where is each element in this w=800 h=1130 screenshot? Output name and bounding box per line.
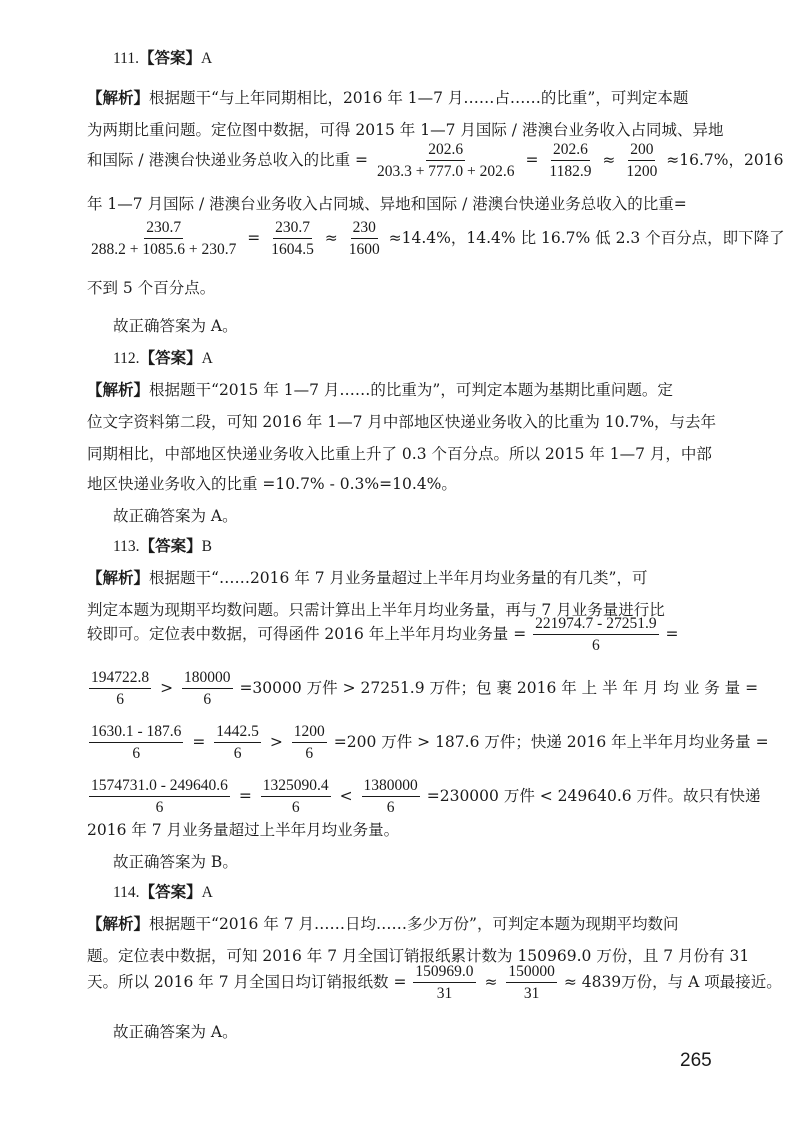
denominator: 31 <box>523 985 540 1003</box>
text: 位文字资料第二段，可知 2016 年 1—7 月中部地区快递业务收入的比重为 10.7%，与去年 <box>87 413 717 431</box>
answer-value: A <box>201 50 213 67</box>
q114-formula-line-1 <box>87 962 782 1004</box>
answer-label: 【答案】 <box>139 536 202 555</box>
text: ≈14.4%，14.4% 比 16.7% 低 2.3 个百分点，即下降了 <box>388 228 785 247</box>
text: ≈16.7%，2016 <box>666 150 784 169</box>
q113-formula-line-4 <box>87 776 761 818</box>
answer-label: 【答案】 <box>139 348 202 367</box>
answer-label: 【答案】 <box>138 48 201 67</box>
q111-formula-line-2 <box>87 218 785 260</box>
fraction <box>89 722 183 764</box>
numerator: 202.6 <box>551 140 590 161</box>
text: 天。所以 2016 年 7 月全国日均订销报纸数 = <box>87 972 407 991</box>
fraction <box>261 776 331 818</box>
q114-conclusion <box>113 1020 238 1042</box>
fraction <box>624 140 659 182</box>
fraction <box>533 614 658 656</box>
greater-than-sign: > <box>160 678 174 697</box>
denominator: 1182.9 <box>549 163 592 181</box>
q112-heading <box>113 346 213 368</box>
denominator: 6 <box>132 745 141 763</box>
text: 和国际 / 港澳台快递业务总收入的比重 = <box>87 150 368 169</box>
analysis-label: 【解析】 <box>87 88 150 107</box>
denominator: 1600 <box>348 241 380 259</box>
text: 2016 年 7 月业务量超过上半年月均业务量。 <box>87 821 400 839</box>
denominator: 203.3 + 777.0 + 202.6 <box>376 163 515 181</box>
numerator: 221974.7 - 27251.9 <box>533 614 658 635</box>
text: 故正确答案为 A。 <box>113 1023 238 1041</box>
q111-heading <box>113 46 212 68</box>
text: 同期相比，中部地区快递业务收入比重上升了 0.3 个百分点。所以 2015 年 1—7 月，中部 <box>87 445 712 463</box>
q114-analysis-line-1 <box>87 912 678 934</box>
denominator: 6 <box>305 745 314 763</box>
q112-conclusion <box>113 504 238 526</box>
numerator: 230.7 <box>273 218 312 239</box>
q114-heading <box>113 880 213 902</box>
text: 地区快递业务收入的比重 =10.7% - 0.3%=10.4%。 <box>87 475 457 493</box>
page-number: 265 <box>680 1050 712 1071</box>
text: 根据题干“2016 年 7 月……日均……多少万份”，可判定本题为现期平均数问 <box>149 915 679 933</box>
text: 为两期比重问题。定位图中数据，可得 2015 年 1—7 月国际 / 港澳台业务收入占同城、异地 <box>87 121 724 139</box>
q113-formula-line-3 <box>87 722 769 764</box>
answer-value: B <box>201 538 212 555</box>
numerator: 194722.8 <box>89 668 151 689</box>
q111-analysis-line-2 <box>87 118 723 140</box>
approx-sign: ≈ <box>602 150 616 169</box>
equals-sign: = <box>238 786 252 805</box>
text: =30000 万件 > 27251.9 万件；包 裹 2016 年 上 半 年 月 均 业 务 量 = <box>239 678 759 697</box>
numerator: 1325090.4 <box>261 776 331 797</box>
q112-analysis-line-2 <box>87 410 716 432</box>
fraction <box>292 722 327 764</box>
question-number: 114. <box>113 884 140 901</box>
q111-conclusion <box>113 314 238 336</box>
text: 不到 5 个百分点。 <box>87 279 216 297</box>
text: 题。定位表中数据，可知 2016 年 7 月全国订销报纸累计数为 150969.0 万份，且 7 月份有 31 <box>87 947 750 965</box>
q113-formula-line-2 <box>87 668 758 710</box>
text: 较即可。定位表中数据，可得函件 2016 年上半年月均业务量 = <box>87 624 527 643</box>
fraction <box>182 668 233 710</box>
text: 故正确答案为 A。 <box>113 317 238 335</box>
denominator: 1604.5 <box>271 241 314 259</box>
denominator: 6 <box>291 799 300 817</box>
fraction <box>506 962 557 1004</box>
fraction <box>269 218 316 260</box>
fraction <box>375 140 517 182</box>
q111-analysis-line-4 <box>87 192 687 214</box>
denominator: 288.2 + 1085.6 + 230.7 <box>91 241 237 259</box>
analysis-label: 【解析】 <box>87 914 150 933</box>
fraction <box>547 140 593 182</box>
answer-value: A <box>201 884 213 901</box>
denominator: 6 <box>155 799 164 817</box>
numerator: 230.7 <box>144 218 183 239</box>
denominator: 6 <box>386 799 395 817</box>
text: =200 万件 > 187.6 万件；快递 2016 年上半年月均业务量 = <box>333 732 769 751</box>
text: 根据题干“2015 年 1—7 月……的比重为”，可判定本题为基期比重问题。定 <box>149 381 673 399</box>
text: 故正确答案为 A。 <box>113 507 238 525</box>
fraction <box>89 218 238 260</box>
q113-analysis-line-1 <box>87 566 647 588</box>
question-number: 113. <box>113 538 140 555</box>
text: 判定本题为现期平均数问题。只需计算出上半年月均业务量，再与 7 月业务量进行比 <box>87 601 665 619</box>
answer-value: A <box>201 350 213 367</box>
denominator: 1200 <box>626 163 658 181</box>
equals-sign: = <box>525 150 539 169</box>
less-than-sign: < <box>339 786 353 805</box>
numerator: 1200 <box>292 722 327 743</box>
answer-label: 【答案】 <box>139 882 202 901</box>
q112-analysis-line-4 <box>87 472 457 494</box>
fraction <box>89 668 151 710</box>
numerator: 1380000 <box>362 776 420 797</box>
text: =230000 万件 < 249640.6 万件。故只有快递 <box>426 786 761 805</box>
numerator: 200 <box>628 140 655 161</box>
approx-sign: ≈ <box>324 228 338 247</box>
text: = <box>665 624 679 643</box>
denominator: 6 <box>591 637 600 655</box>
q111-analysis-line-6 <box>87 276 215 298</box>
fraction <box>362 776 420 818</box>
q112-analysis-line-1 <box>87 378 673 400</box>
text: 根据题干“与上年同期相比，2016 年 1—7 月……占……的比重”，可判定本题 <box>149 89 689 107</box>
analysis-label: 【解析】 <box>87 380 150 399</box>
denominator: 6 <box>116 691 124 709</box>
equals-sign: = <box>247 228 261 247</box>
numerator: 230 <box>351 218 378 239</box>
fraction <box>413 962 475 1004</box>
fraction <box>347 218 382 260</box>
q111-analysis-line-1 <box>87 86 688 108</box>
fraction <box>214 722 261 764</box>
numerator: 150000 <box>506 962 557 983</box>
greater-than-sign: > <box>269 732 283 751</box>
text: 年 1—7 月国际 / 港澳台业务收入占同城、异地和国际 / 港澳台快递业务总收入的比重= <box>87 195 687 213</box>
q111-formula-line-1 <box>87 140 783 182</box>
approx-sign: ≈ <box>484 972 498 991</box>
fraction <box>89 776 230 818</box>
numerator: 150969.0 <box>413 962 475 983</box>
denominator: 6 <box>203 691 212 709</box>
equals-sign: = <box>192 732 206 751</box>
text: 故正确答案为 B。 <box>113 853 238 871</box>
q113-formula-line-1 <box>87 614 679 656</box>
analysis-label: 【解析】 <box>87 568 150 587</box>
denominator: 6 <box>233 745 242 763</box>
denominator: 31 <box>436 985 453 1003</box>
numerator: 1442.5 <box>214 722 261 743</box>
text: 根据题干“……2016 年 7 月业务量超过上半年月均业务量的有几类”，可 <box>149 569 648 587</box>
numerator: 1574731.0 - 249640.6 <box>89 776 230 797</box>
q113-conclusion <box>113 850 238 872</box>
question-number: 112. <box>113 350 140 367</box>
q113-analysis-line-7 <box>87 818 399 840</box>
q113-heading <box>113 534 212 556</box>
numerator: 202.6 <box>426 140 465 161</box>
numerator: 180000 <box>182 668 233 689</box>
question-number: 111. <box>113 50 139 67</box>
q112-analysis-line-3 <box>87 442 712 464</box>
text: ≈ 4839万份，与 A 项最接近。 <box>563 972 782 991</box>
numerator: 1630.1 - 187.6 <box>89 722 183 743</box>
